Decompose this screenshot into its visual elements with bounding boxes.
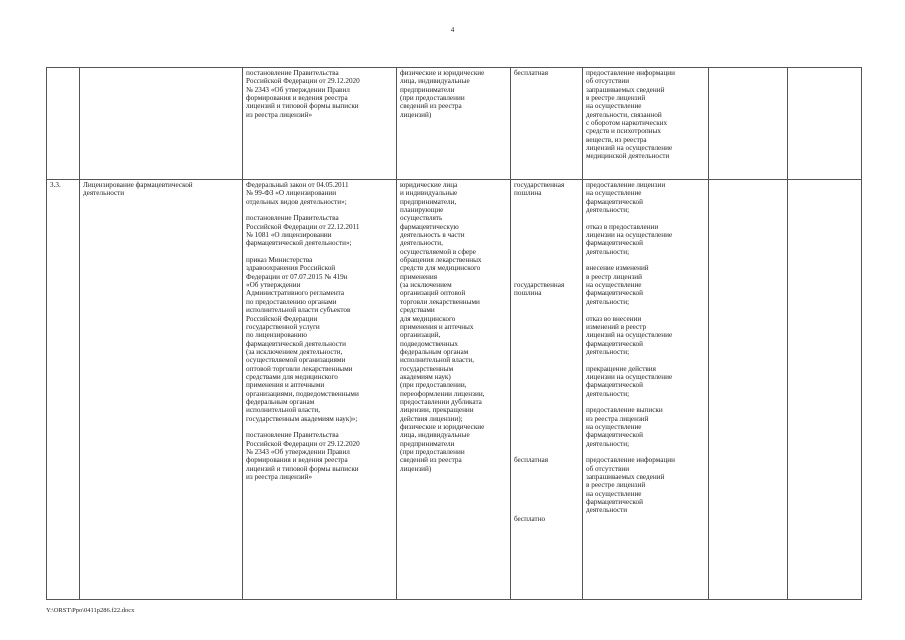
service-name-cell [80,68,243,180]
footer-file-path: Y:\ORST\Ppo\0411p286.f22.docx [46,607,135,614]
legal-basis-cell: постановление Правительства Российской Федерации от 29.12.2020 № 2343 «Об утверждении Правил формирования и ведения реестра лицензий и типовой формы выписки из реестра лицензий» [243,68,397,180]
extra-cell-2 [788,180,862,600]
table-row [47,180,862,600]
recipients-cell: юридические лица и индивидуальные предприниматели, планирующие осуществлять фармацевтическую деятельность в части деятельности, осуществляемой в сфере обращения лекарственных средств для медицинского применения (за исключением организаций оптовой торговли лекарственными средствами для медицинского применения и аптечных организаций, подведомственных федеральным органам исполнительной власти, государственным академиям наук) (при предоставлении, переоформлении лицензии, предоставлении дубликата лицензии, прекращении действия лицензии); физические и юридические лица, индивидуальные предприниматели (при предоставлении сведений из реестра лицензий) [397,180,511,600]
result-cell: предоставление лицензии на осуществление фармацевтической деятельности; отказ в предоставлении лицензии на осуществление фармацевтической деятельности; внесение изменений в реестр лицензий на осуществление фармацевтической деятельности; отказ во внесении изменений в реестр лицензий на осуществление фармацевтической деятельности; прекращение действия лицензии на осуществление фармацевтической деятельности; предоставление выписки из реестра лицензий на осуществление фармацевтической деятельности; предоставление информации об отсутствии запрашиваемых сведений в реестре лицензий на осуществление фармацевтической деятельности [583,180,709,600]
page-number: 4 [450,26,455,34]
extra-cell-1 [709,68,788,180]
payment-cell: государственная пошлина государственная пошлина бесплатная бесплатно [511,180,583,600]
payment-cell: бесплатная [511,68,583,180]
row-number-cell: 3.3. [47,180,80,600]
legal-basis-cell: Федеральный закон от 04.05.2011 № 99-ФЗ «О лицензировании отдельных видов деятельности»; постановление Правительства Российской Федерации от 22.12.2011 № 1081 «О лицензировании фармацевтической деятельности»; приказ Министерства здравоохранения Российской Федерации от 07.07.2015 № 419н «Об утверждении Административного регламента по предоставлению органами исполнительной власти субъектов Российской Федерации государственной услуги по лицензированию фармацевтической деятельности (за исключением деятельности, осуществляемой организациями оптовой торговли лекарственными средствами для медицинского применения и аптечными организациями, подведомственными федеральным органам исполнительной власти, государственным академиям наук)»; постановление Правительства Российской Федерации от 29.12.2020 № 2343 «Об утверждении Правил формирования и ведения реестра лицензий и типовой формы выписки из реестра лицензий» [243,180,397,600]
row-number-cell [47,68,80,180]
recipients-cell: физические и юридические лица, индивидуальные предприниматели (при предоставлении сведений из реестра лицензий) [397,68,511,180]
result-cell: предоставление информации об отсутствии запрашиваемых сведений в реестре лицензий на осуществление деятельности, связанной с оборотом наркотических средств и психотропных веществ, из реестра лицензий на осуществление медицинской деятельности [583,68,709,180]
extra-cell-2 [788,68,862,180]
services-table [46,67,862,600]
table-row [47,68,862,180]
service-name-cell: Лицензирование фармацевтической деятельности [80,180,243,600]
extra-cell-1 [709,180,788,600]
